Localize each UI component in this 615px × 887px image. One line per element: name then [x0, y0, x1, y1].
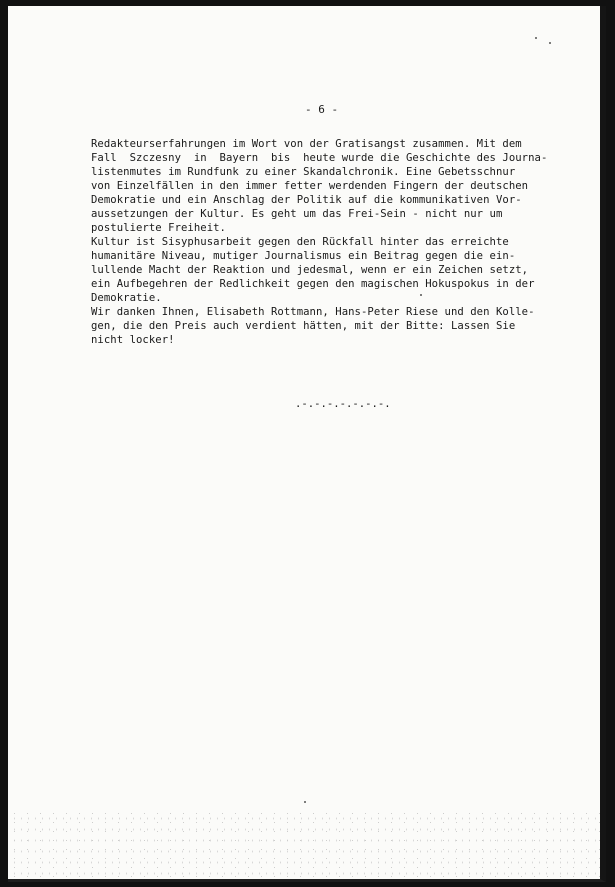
- text-line: humanitäre Niveau, mutiger Journalismus ein Beitrag gegen die ein-: [91, 250, 516, 262]
- text-line: nicht locker!: [91, 334, 175, 346]
- text-line: postulierte Freiheit.: [91, 222, 226, 234]
- paragraph-2: [91, 235, 591, 305]
- scan-speck: [535, 37, 537, 39]
- text-line: von Einzelfällen in den immer fetter werdenden Fingern der deutschen: [91, 180, 529, 192]
- text-line: listenmutes im Rundfunk zu einer Skandalchronik. Eine Gebetsschnur: [91, 166, 516, 178]
- scan-noise: [8, 809, 600, 879]
- scan-speck: [304, 801, 306, 803]
- paragraph-3: [91, 305, 591, 347]
- page-number: - 6 -: [305, 103, 339, 116]
- text-line: aussetzungen der Kultur. Es geht um das Frei-Sein - nicht nur um: [91, 208, 503, 220]
- text-line: Demokratie und ein Anschlag der Politik auf die kommunikativen Vor-: [91, 194, 522, 206]
- text-line: Wir danken Ihnen, Elisabeth Rottmann, Hans-Peter Riese und den Kolle-: [91, 306, 535, 318]
- scan-speck: [549, 42, 551, 44]
- paragraph-1: [91, 137, 591, 235]
- text-line: gen, die den Preis auch verdient hätten, mit der Bitte: Lassen Sie: [91, 320, 516, 332]
- text-line: ein Aufbegehren der Redlichkeit gegen den magischen Hokuspokus in der: [91, 278, 535, 290]
- closing-mark: .-.-.-.-.-.-.-.: [295, 398, 391, 410]
- text-line: Fall Szczesny in Bayern bis heute wurde die Geschichte des Journa-: [91, 152, 548, 164]
- scan-speck: [420, 294, 422, 296]
- document-page: [8, 6, 606, 882]
- text-line: Demokratie.: [91, 292, 162, 304]
- text-line: Redakteurserfahrungen im Wort von der Gratisangst zusammen. Mit dem: [91, 138, 522, 150]
- text-line: Kultur ist Sisyphusarbeit gegen den Rückfall hinter das erreichte: [91, 236, 509, 248]
- text-line: lullende Macht der Reaktion und jedesmal, wenn er ein Zeichen setzt,: [91, 264, 529, 276]
